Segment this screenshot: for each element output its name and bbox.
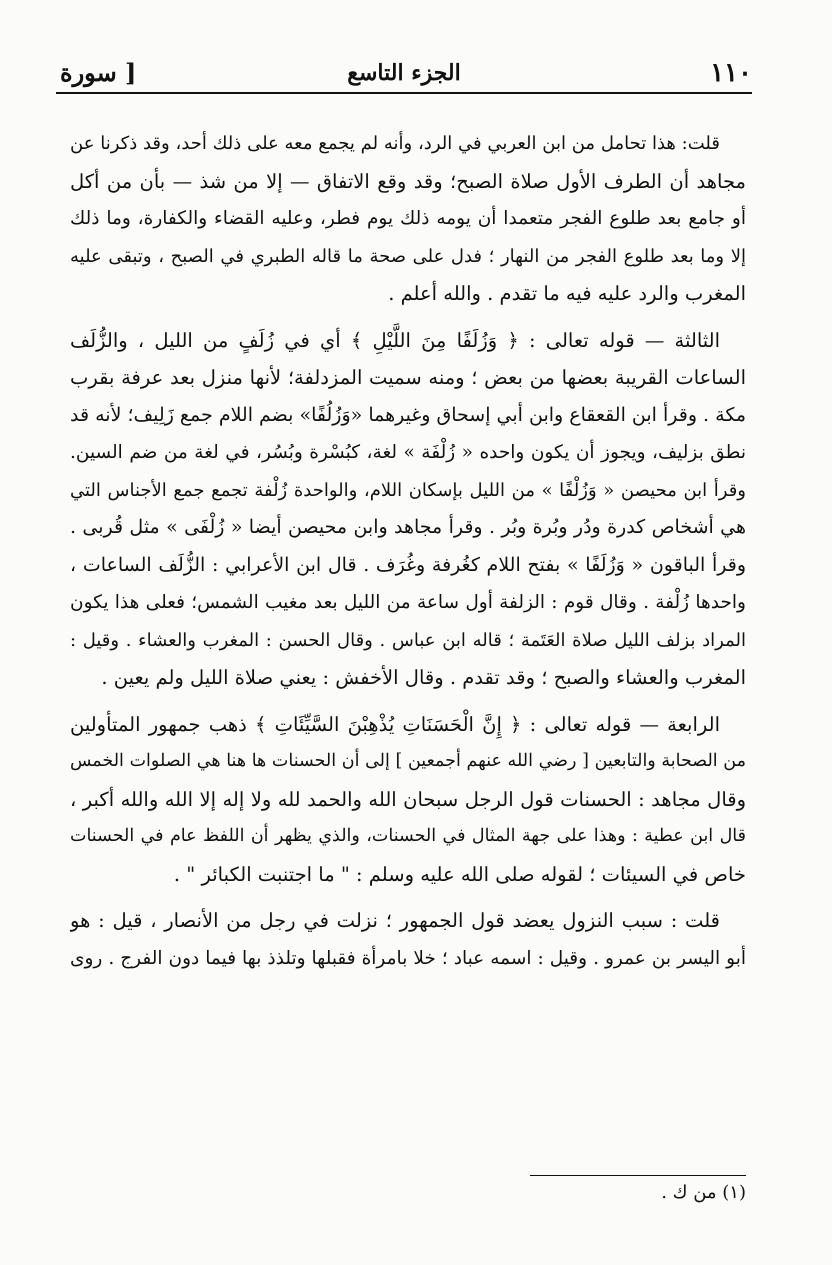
text-line: المغرب والرد عليه فيه ما تقدم . والله أعلم . [388, 282, 746, 305]
paragraph-2 [70, 322, 746, 697]
text-line: الرابعة — قوله تعالى : ﴿ إِنَّ الْحَسَنَاتِ يُذْهِبْنَ السَّيِّئَاتِ ﴾ ذهب جمهور المتأولين [70, 712, 720, 736]
paragraph-3 [70, 706, 746, 894]
text-line: هي أشخاص كدرة ودُر وبُرة وبُر . وقرأ مجاهد وابن محيصن أيضا « زُلْفَى » مثل قُربى . [70, 516, 746, 538]
text-line: قلت : سبب النزول يعضد قول الجمهور ؛ نزلت في رجل من الأنصار ، قيل : هو [70, 909, 720, 932]
text-line: مكة . وقرأ ابن القعقاع وابن أبي إسحاق وغيرهما «وَزُلُفًا» بضم اللام جمع زَلِيف؛ لأنه قد [70, 403, 746, 426]
text-line: أو جامع بعد طلوع الفجر متعمدا أن يومه ذلك يوم فطر، وعليه القضاء والكفارة، وما ذلك [70, 208, 746, 229]
text-line: قلت: هذا تحامل من ابن العربي في الرد، وأنه لم يجمع معه على ذلك أحد، وقد ذكرنا عن [70, 133, 720, 154]
text-line: وقرأ الباقون « وَزُلَفًا » بفتح اللام كغُرفة وغُرَف . قال ابن الأعرابي : الزُّلَف الساعات ، [70, 553, 746, 576]
text-line: مجاهد أن الطرف الأول صلاة الصبح؛ وقد وقع الاتفاق — إلا من شذ — بأن من أكل [70, 169, 746, 193]
text-line: إلا وما بعد طلوع الفجر من النهار ؛ فدل على صحة ما قاله الطبري في الصبح ، وتبقى عليه [70, 245, 746, 267]
footnote-rule [530, 1175, 746, 1176]
text-line: خاص في السيئات ؛ لقوله صلى الله عليه وسلم : " ما اجتنبت الكبائر " . [173, 862, 746, 886]
text-line: المغرب والعشاء والصبح ؛ وقد تقدم . وقال الأخفش : يعني صلاة الليل ولم يعين . [101, 666, 746, 689]
page-header [56, 52, 752, 94]
text-line: نطق بزليف، ويجوز أن يكون واحده « زُلْفَة » لغة، كبُسْرة وبُسُر، في لغة من ضم السين. [70, 442, 746, 463]
main-text [70, 125, 746, 986]
surah-label: [ سورة [60, 58, 137, 87]
text-line: من الصحابة والتابعين [ رضي الله عنهم أجمعين ] إلى أن الحسنات ها هنا هي الصلوات الخمس [70, 751, 746, 771]
page-number: ١١٠ [710, 58, 752, 88]
paragraph-4 [70, 902, 746, 977]
text-line: المراد بزلف الليل صلاة العَتَمة ؛ قاله ابن عباس . وقال الحسن : المغرب والعشاء . وقيل : [70, 629, 746, 651]
text-line: قال ابن عطية : وهذا على جهة المثال في الحسنات، والذي يظهر أن اللفظ عام في الحسنات [70, 826, 746, 846]
text-line: الساعات القريبة بعضها من بعض ؛ ومنه سميت المزدلفة؛ لأنها منزل بعد عرفة بقرب [70, 366, 746, 389]
footnote: (١) من ك . [661, 1182, 746, 1203]
text-line: وقرأ ابن محيصن « وَزُلْفًا » من الليل بإسكان اللام، والواحدة زُلْفة تجمع جمع الأجناس التي [70, 479, 746, 501]
text-line: وقال مجاهد : الحسنات قول الرجل سبحان الله والحمد لله ولا إله إلا الله والله أكبر ، [70, 787, 746, 811]
paragraph-1 [70, 125, 746, 313]
text-line: واحدها زُلْفة . وقال قوم : الزلفة أول ساعة من الليل بعد مغيب الشمس؛ فعلى هذا يكون [70, 592, 746, 613]
text-line: الثالثة — قوله تعالى : ﴿ وَزُلَفًا مِنَ اللَّيْلِ ﴾ أي في زُلَفٍ من الليل ، والزُّلَف [70, 328, 720, 352]
text-line: أبو اليسر بن عمرو . وقيل : اسمه عباد ؛ خلا بامرأة فقبلها وتلذذ بها فيما دون الفرج . روى [70, 947, 746, 969]
part-title: الجزء التاسع [347, 60, 461, 86]
